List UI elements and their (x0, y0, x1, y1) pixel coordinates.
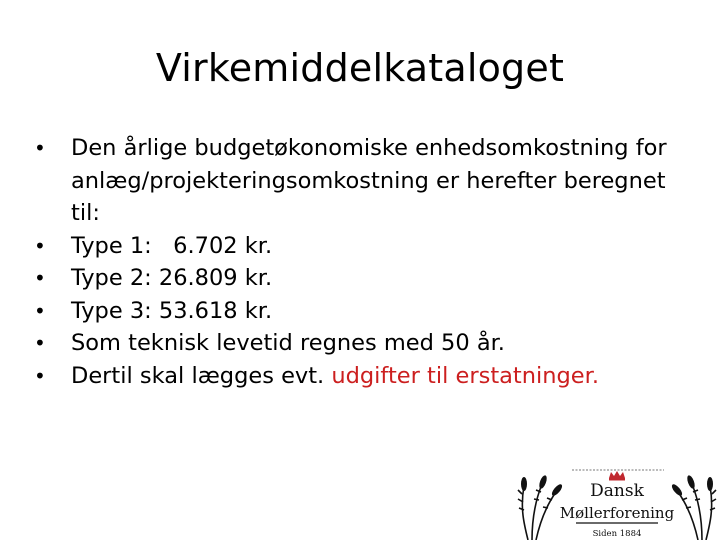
slide-title: Virkemiddelkataloget (155, 46, 565, 90)
bullet-dot: • (34, 363, 46, 388)
bullet-text: Som teknisk levetid regnes med 50 år. (71, 330, 505, 356)
bullet-item (34, 360, 694, 393)
crown-icon (609, 471, 625, 481)
bullet-item (34, 295, 694, 328)
wheat-left-icon (518, 474, 564, 540)
bullet-item (34, 132, 694, 230)
logo-line3: Siden 1884 (592, 529, 642, 539)
bullet-item (34, 230, 694, 263)
logo-line2: Møllerforening (559, 504, 675, 522)
bullet-item (34, 327, 694, 360)
bullet-dot: • (34, 266, 46, 290)
bullet-dot: • (34, 331, 46, 355)
bullet-text: Type 3: 53.618 kr. (71, 297, 273, 324)
bullet-list (34, 132, 694, 392)
bullet-dot: • (34, 233, 46, 258)
bullet-dot: • (34, 136, 46, 160)
wheat-right-icon (670, 474, 716, 540)
bullet-text: Type 2: 26.809 kr. (71, 265, 273, 291)
bullet-text: Type 1: 6.702 kr. (71, 232, 273, 259)
logo-line1: Dansk (590, 481, 644, 501)
dansk-mollerforening-logo (514, 464, 720, 540)
bullet-text: Den årlige budgetøkonomiske enhedsomkostning for anlæg/projekteringsomkostning er herefter beregnet til: (71, 135, 667, 226)
highlight-text: udgifter til erstatninger. (331, 362, 599, 389)
bullet-text: Dertil skal lægges evt. (71, 362, 332, 389)
bullet-item (34, 262, 694, 295)
bullet-dot: • (34, 298, 46, 323)
